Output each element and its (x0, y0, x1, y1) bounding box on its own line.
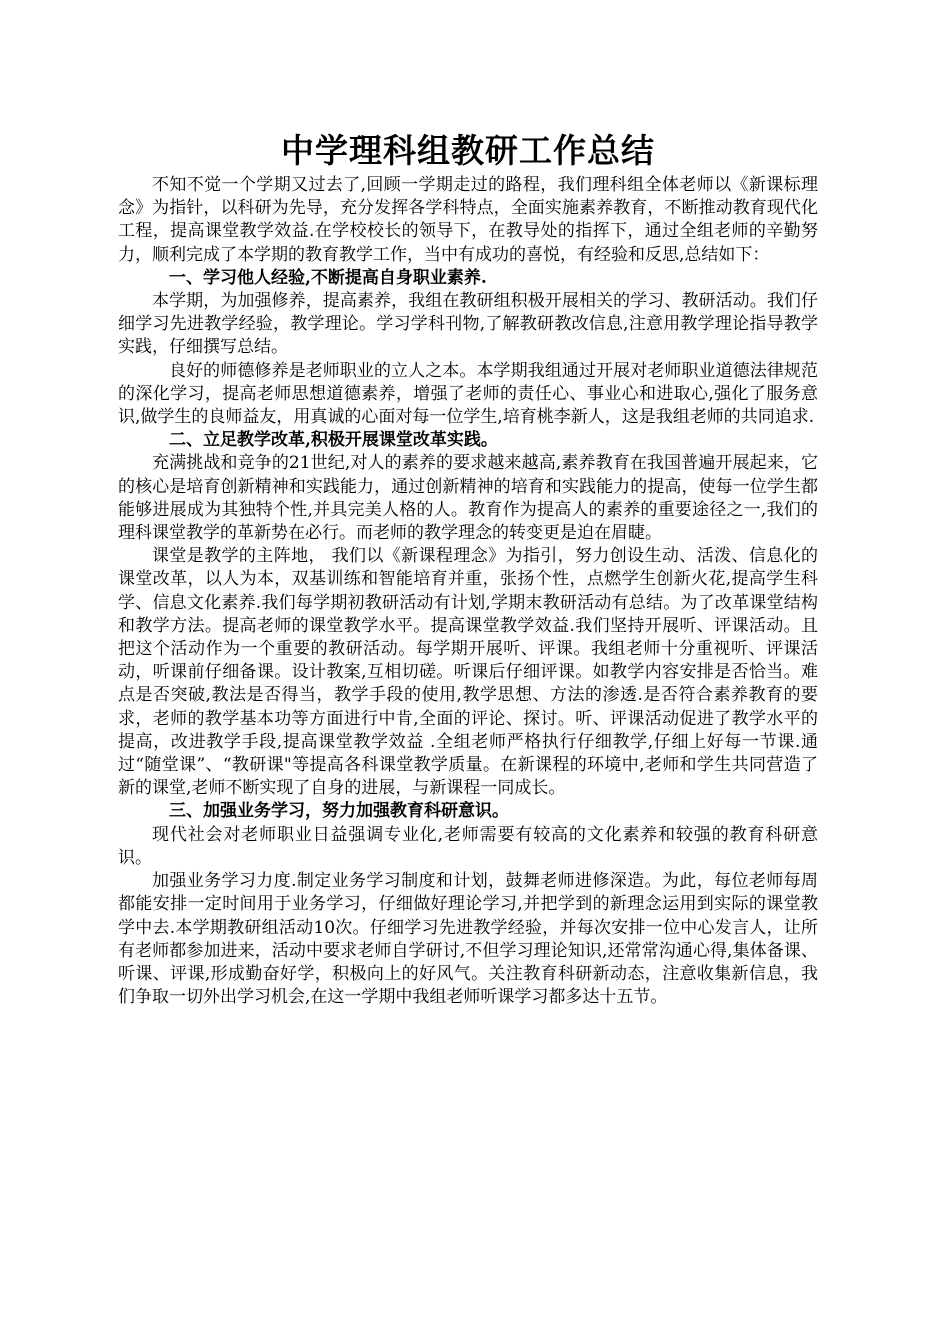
section-1-paragraph-1: 本学期，为加强修养，提高素养，我组在教研组积极开展相关的学习、教研活动。我们仔细学习先进教学经验，教学理论。学习学科刊物,了解教研教改信息,注意用教学理论指导教学实践，仔细撰写总结。 (118, 291, 818, 358)
intro-paragraph: 不知不觉一个学期又过去了,回顾一学期走过的路程，我们理科组全体老师以《新课标理念》为指针，以科研为先导，充分发挥各学科特点，全面实施素养教育，不断推动教育现代化工程，提高课堂教学效益.在学校校长的领导下，在教导处的指挥下，通过全组老师的辛勤努力，顺利完成了本学期的教育教学工作，当中有成功的喜悦，有经验和反思,总结如下： (118, 175, 818, 265)
section-3-paragraph-2: 加强业务学习力度.制定业务学习制度和计划，鼓舞老师进修深造。为此，每位老师每周都能安排一定时间用于业务学习，仔细做好理论学习,并把学到的新理念运用到实际的课堂教学中去.本学期教研组活动10次。仔细学习先进教学经验，并每次安排一位中心发言人，让所有老师都参加进来，活动中要求老师自学研讨,不但学习理论知识,还常常沟通心得,集体备课、听课、评课,形成勤奋好学，积极向上的好风气。关注教育科研新动态，注意收集新信息，我们争取一切外出学习机会,在这一学期中我组老师听课学习都多达十五节。 (118, 871, 818, 1008)
section-3-paragraph-1: 现代社会对老师职业日益强调专业化,老师需要有较高的文化素养和较强的教育科研意识。 (118, 824, 818, 868)
document-page (118, 128, 818, 1009)
section-2-paragraph-1: 充满挑战和竞争的21世纪,对人的素养的要求越来越高,素养教育在我国普遍开展起来，它的核心是培育创新精神和实践能力，通过创新精神的培育和实践能力的提高，使每一位学生都能够进展成为其独特个性,并具完美人格的人。教育作为提高人的素养的重要途径之一,我们的理科课堂教学的革新势在必行。而老师的教学理念的转变更是迫在眉睫。 (118, 453, 818, 544)
document-title: 中学理科组教研工作总结 (281, 131, 655, 170)
section-2-heading: 二、立足教学改革,积极开展课堂改革实践。 (169, 430, 498, 451)
section-2-paragraph-2: 课堂是教学的主阵地， 我们以《新课程理念》为指引，努力创设生动、活泼、信息化的课堂改革，以人为本，双基训练和智能培育并重，张扬个性，点燃学生创新火花,提高学生科学、信息文化素养.我们每学期初教研活动有计划,学期末教研活动有总结。为了改革课堂结构和教学方法。提高老师的课堂教学水平。提高课堂教学效益.我们坚持开展听、评课活动。且把这个活动作为一个重要的教研活动。每学期开展听、评课。我组老师十分重视听、评课活动，听课前仔细备课。设计教案,互相切磋。听课后仔细评课。如教学内容安排是否恰当。难点是否突破,教法是否得当，教学手段的使用,教学思想、方法的渗透.是否符合素养教育的要求，老师的教学基本功等方面进行中肯,全面的评论、探讨。听、评课活动促进了教学水平的提高，改进教学手段,提高课堂教学效益 .全组老师严格执行仔细教学,仔细上好每一节课.通过“随堂课”、“教研课"等提高各科课堂教学质量。在新课程的环境中,老师和学生共同营造了新的课堂,老师不断实现了自身的进展，与新课程一同成长。 (118, 546, 818, 799)
section-3-heading: 三、加强业务学习，努力加强教育科研意识。 (169, 801, 509, 822)
section-1-heading: 一、学习他人经验,不断提高自身职业素养. (169, 267, 487, 288)
section-1-paragraph-2: 良好的师德修养是老师职业的立人之本。本学期我组通过开展对老师职业道德法律规范的深化学习，提高老师思想道德素养，增强了老师的责任心、事业心和进取心,强化了服务意识,做学生的良师益友，用真诚的心面对每一位学生,培育桃李新人，这是我组老师的共同追求. (118, 360, 818, 428)
